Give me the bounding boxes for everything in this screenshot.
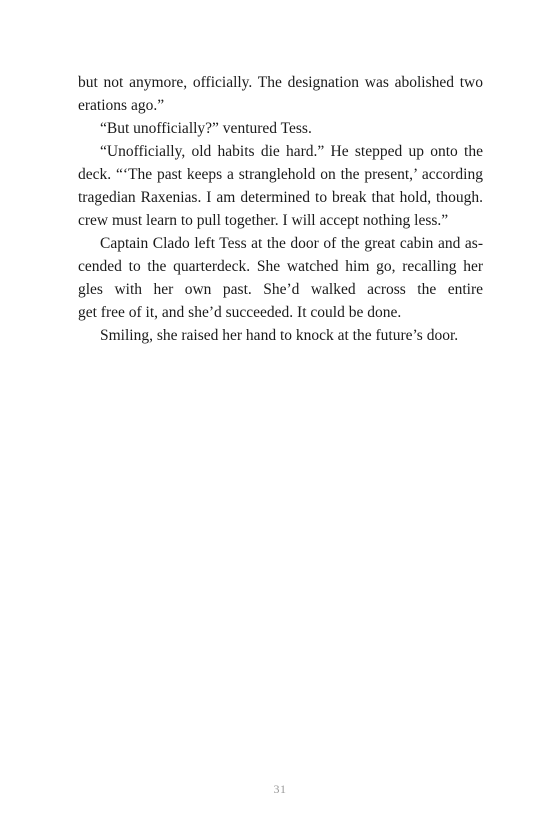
text-line: “Unofficially, old habits die hard.” He stepped up onto the: [100, 143, 483, 160]
body-text: [78, 71, 483, 347]
page-number: 31: [273, 782, 287, 796]
text-line: erations ago.”: [78, 97, 165, 114]
text-line: gles with her own past. She’d walked across the entire: [78, 281, 483, 298]
text-line: Captain Clado left Tess at the door of the great cabin and as-: [100, 235, 483, 252]
text-line: get free of it, and she’d succeeded. It could be done.: [78, 304, 402, 321]
text-line: “But unofficially?” ventured Tess.: [100, 120, 312, 137]
text-line: Smiling, she raised her hand to knock at the future’s door.: [100, 327, 459, 344]
text-line: tragedian Raxenias. I am determined to break that hold, though.: [78, 189, 483, 206]
text-line: cended to the quarterdeck. She watched him go, recalling her: [78, 258, 483, 275]
text-line: crew must learn to pull together. I will accept nothing less.”: [78, 212, 449, 229]
text-line: but not anymore, officially. The designation was abolished two: [78, 74, 483, 91]
text-line: deck. “‘The past keeps a stranglehold on the present,’ according: [78, 166, 483, 183]
